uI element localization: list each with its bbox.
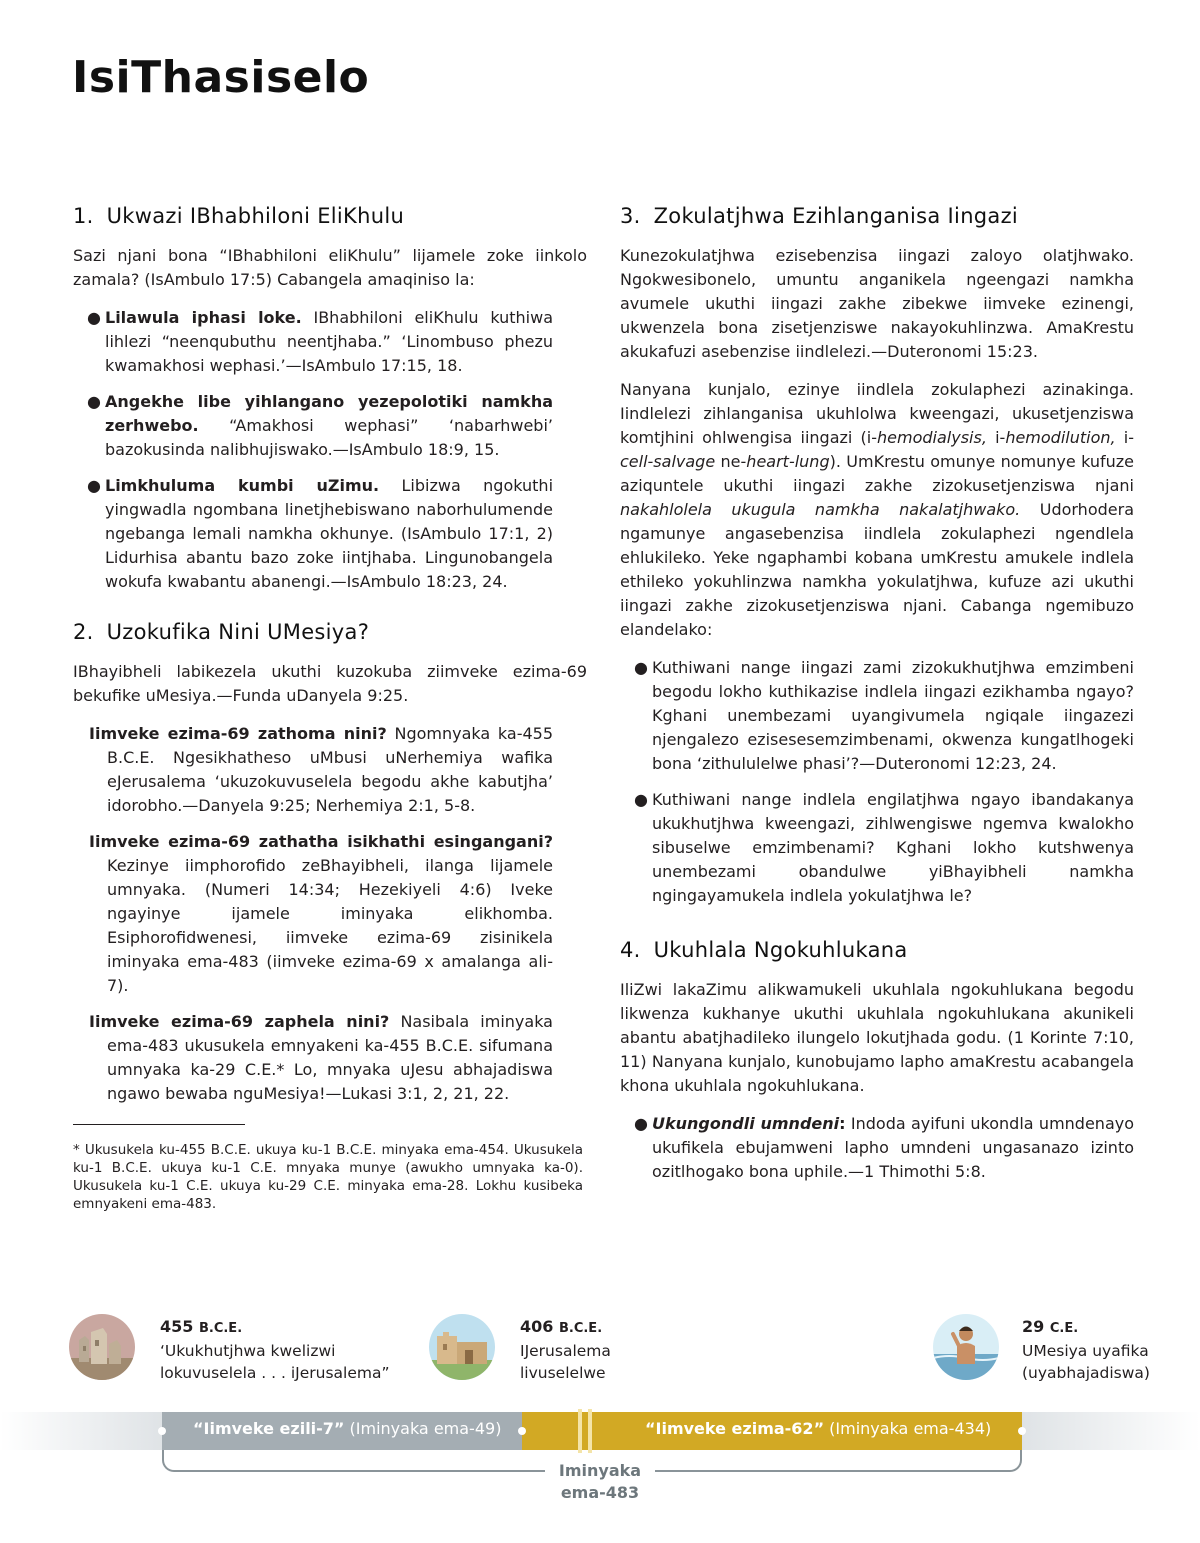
page-title: IsiThasiselo — [72, 52, 370, 103]
section-4-paragraph: IliZwi lakaZimu alikwamukeli ukuhlala ngokuhlukana begodu likwenza kukhanye ukuthi ukuhlala ngokuhlukana akunikeli abantu abatjhadileko ilungelo lokutjhada godu. (1 Korinte 7:10, 11) Nanyana kunjalo, kunobujamo lapho amaKrestu acabangela khona ukuhlala ngokuhlukana. — [620, 980, 1134, 1095]
band-7-weeks-label: “Iimveke ezili-7” (Iminyaka ema-49) — [193, 1419, 502, 1438]
section-4-bullets — [620, 1112, 1134, 1184]
list-item: ● Limkhuluma kumbi uZimu. Libizwa ngokuthi yingwadla ngombana linetjhebiswano naborhulumende ngebanga lemali namkha okhunye. (IsAmbulo 17:1, 2) Lidurhisa abantu bazo zoke iintjhaba. Lingunobangela wokufa kwabantu abanengi.—IsAmbulo 18:23, 24. — [87, 476, 554, 591]
band-62-weeks-label: “Iimveke ezima-62” (Iminyaka ema-434) — [645, 1419, 992, 1438]
ruined-city-icon — [69, 1314, 135, 1380]
footnote-divider — [73, 1124, 245, 1125]
right-column — [620, 204, 1134, 1198]
section-1-bullets — [73, 306, 587, 594]
city-wall-icon — [429, 1314, 495, 1380]
baptism-icon — [933, 1314, 999, 1380]
total-years-label: Iminyaka ema-483 — [545, 1460, 655, 1504]
list-item: ● Kuthiwani nange indlela engilatjhwa ngayo ibandakanya ukukhutjhwa kweengazi, zihlwengiswe ngemva kwalokho sibuselwe emzimbenami? Kghani lokho kutshwenya unembezami obandulwe yiBhayibheli namkha ngingayamukela indlela yokulatjhwa le? — [634, 790, 1134, 905]
section-3-heading: 3. Zokulatjhwa Ezihlanganisa Iingazi — [620, 204, 1019, 228]
section-3-paragraph-1: Kunezokulatjhwa ezisebenzisa iingazi zaloyo olatjhwako. Ngokwesibonelo, umuntu anganikela ngeengazi namkha avumele ukuthi iingazi zakhe zibekwe iimveke ezinengi, ukwenzela bona zisetjenziswe nakayokuhlinzwa. AmaKrestu akukafuzi asebenzise iindlelezi.—Duteronomi 15:23. — [620, 246, 1134, 361]
list-item: Iimveke ezima-69 zathatha isikhathi esingangani? Kezinye iimphorofido zeBhayibheli, ilanga lijamele umnyaka. (Numeri 14:34; Hezekiyeli 4:6) Iveke ngayinye ijamele iminyaka elikhomba. Esiphorofidwenesi, iimveke ezima-69 zisinikela iminyaka ema-483 (iimveke ezima-69 x amalanga ali- 7). — [89, 832, 553, 995]
bullet-dot-icon: ● — [634, 1114, 648, 1133]
timeline-band-end — [1022, 1412, 1200, 1450]
left-column — [73, 204, 587, 1213]
timeline-break-mark — [588, 1409, 592, 1453]
bullet-dot-icon: ● — [87, 308, 101, 327]
footnote: * Ukusukela ku-455 B.C.E. ukuya ku-1 B.C.E. minyaka ema-454. Ukusukela ku-1 B.C.E. ukuya ku-1 C.E. mnyaka munye (awukho umnyaka ka-0). Ukusukela ku-1 C.E. ukuya ku-29 C.E. minyaka ema-28. Lokhu kusibeka emnyakeni ema-483. — [73, 1142, 583, 1212]
section-3-paragraph-2: Nanyana kunjalo, ezinye iindlela zokulaphezi azinakinga. Iindlelezi zihlanganisa ukuhlolwa kweengazi, ukusetjenziswa komtjhini ohlwengisa iingazi (i-hemodialysis, i-hemodilution, i-cell-salvage ne-heart-lung). UmKrestu omunye nomunye kufuze aziquntele ukuthi iingazi zakhe zizokusetjenziswa njani nakahlolela ukugula namkha nakalatjhwako. Udorhodera ngamunye angasebenzisa iindlela zokulaphezi ngendlela ehlukileko. Yeke ngaphambi kobana umKrestu amukele indlela ethileko yokuhlinzwa namkha yokulatjhwa, kufuze azi ukuthi iingazi zakhe zizokusetjenziswa njani. Cabanga ngemibuzo elandelako: — [620, 380, 1134, 639]
bullet-dot-icon: ● — [87, 392, 101, 411]
timeline-marker-406 — [518, 1427, 526, 1435]
section-3-bullets — [620, 656, 1134, 908]
timeline — [0, 1300, 1200, 1520]
event-406-caption: 406 B.C.E. IJerusalema livuselelwe — [520, 1317, 611, 1382]
event-455-caption: 455 B.C.E. ‘Ukukhutjhwa kwelizwi lokuvuselela . . . iJerusalema” — [160, 1317, 390, 1382]
list-item: ● Lilawula iphasi loke. IBhabhiloni eliKhulu kuthiwa lihlezi “neenqubuthu neentjhaba.” ‘Linombuso phezu kwamakhosi wephasi.’—IsAmbulo 17:15, 18. — [87, 308, 554, 375]
section-1-intro: Sazi njani bona “IBhabhiloni eliKhulu” lijamele zoke iinkolo zamala? (IsAmbulo 17:5) Cabangela amaqiniso la: — [73, 246, 587, 289]
timeline-marker-29 — [1018, 1427, 1026, 1435]
section-2-intro: IBhayibheli labikezela ukuthi kuzokuba ziimveke ezima-69 bekufike uMesiya.—Funda uDanyela 9:25. — [73, 662, 587, 705]
section-1-heading: 1. Ukwazi IBhabhiloni EliKhulu — [73, 204, 405, 228]
bullet-dot-icon: ● — [634, 658, 648, 677]
timeline-band-start — [0, 1412, 162, 1450]
section-2-heading: 2. Uzokufika Nini UMesiya? — [73, 620, 370, 644]
timeline-marker-455 — [158, 1427, 166, 1435]
list-item: ● Kuthiwani nange iingazi zami zizokukhutjhwa emzimbeni begodu lokho kuthikazise indlela iingazi ezikhamba ngayo? Kghani unembezami uyangivumela ngiqale iingazezi njengalezo ezisesesemzimbenami, okwenza kungatlhogeki bona ‘zithululelwe phasi’?—Duteronomi 12:23, 24. — [634, 658, 1134, 773]
list-item: Iimveke ezima-69 zathoma nini? Ngomnyaka ka-455 B.C.E. Ngesikhatheso uMbusi uNerhemiya wafika eJerusalema ‘ukuzokuvuselela begodu akhe kabutjha’ idorobho.—Danyela 9:25; Nerhemiya 2:1, 5-8. — [89, 724, 554, 815]
timeline-break-mark — [578, 1409, 582, 1453]
list-item: Iimveke ezima-69 zaphela nini? Nasibala iminyaka ema-483 ukusukela emnyakeni ka-455 B.C.E. sifumana umnyaka ka-29 C.E.* Lo, mnyaka uJesu abhajadiswa ngawo bewaba nguMesiya!—Lukasi 3:1, 2, 21, 22. — [89, 1012, 553, 1103]
section-4-heading: 4. Ukuhlala Ngokuhlukana — [620, 938, 908, 962]
bullet-dot-icon: ● — [634, 790, 648, 809]
list-item: ● Angekhe libe yihlangano yezepolotiki namkha zerhwebo. “Amakhosi wephasi” ‘nabarhwebi’ bazokusinda nalibhujiswako.—IsAmbulo 18:9, 15. — [87, 392, 553, 459]
event-29-caption: 29 C.E. UMesiya uyafika (uyabhajadiswa) — [1022, 1317, 1150, 1382]
bullet-dot-icon: ● — [87, 476, 101, 495]
list-item: ● Ukungondli umndeni: Indoda ayifuni ukondla umndenayo ukufikela ebujamweni lapho umndeni ungasanazo izinto ozitlhogako bona uphile.—1 Thimothi 5:8. — [634, 1114, 1135, 1181]
